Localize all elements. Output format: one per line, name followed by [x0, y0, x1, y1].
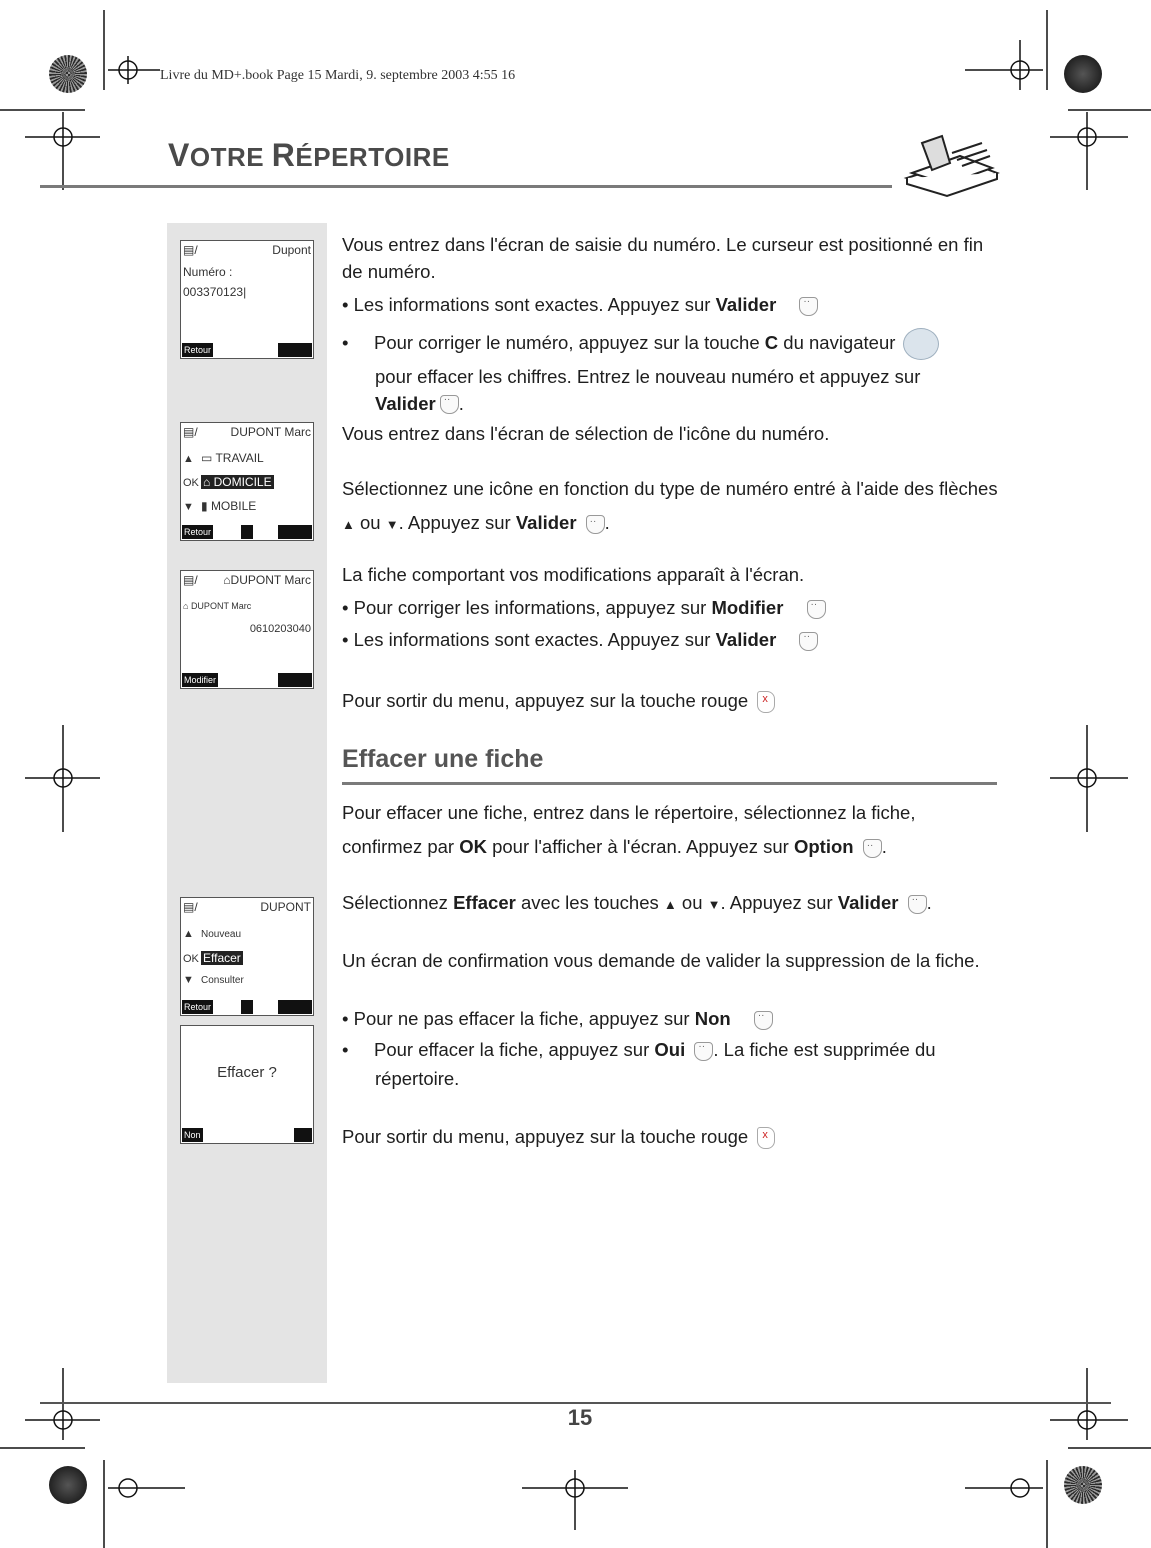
screen-softkey-right [278, 343, 312, 357]
phonebook-icon: ▤/ [183, 900, 198, 914]
screen-number-value: 003370123| [183, 285, 247, 299]
bullet-oui: • Pour effacer la fiche, appuyez sur Oui ·· . La fiche est supprimée du [342, 1037, 1000, 1064]
bullet-oui-cont: répertoire. [375, 1068, 460, 1089]
bullet-valider-2: • Les informations sont exactes. Appuyez sur Valider ·· [342, 627, 1000, 654]
paragraph-number-entry: Vous entrez dans l'écran de saisie du numéro. Le curseur est positionné en fin de numéro. [342, 234, 984, 282]
screen-menu-item: ▼ Consulter [183, 974, 244, 986]
screen-contact-number: 0610203040 [249, 623, 311, 635]
paragraph-select-effacer: Sélectionnez Effacer avec les touches ▲ ou ▼. Appuyez sur Valider ·· . [342, 890, 1000, 917]
paragraph-card-shown: La fiche comportant vos modifications apparaît à l'écran. [342, 564, 805, 585]
screen-softkey-left: Retour [184, 527, 212, 537]
screen-contact-name: Dupont [272, 243, 311, 257]
screen-label: Numéro : [183, 265, 233, 279]
screen-menu-item-selected: OK ⌂ DOMICILE [183, 475, 272, 489]
soft-key-icon [863, 839, 882, 858]
book-icon [902, 128, 1002, 198]
paragraph-select-icon: Sélectionnez une icône en fonction du type de numéro entré à l'aide des flèches ▲ ou ▼. Appuyez sur Valider ·· . [342, 472, 1000, 540]
bullet-non: • Pour ne pas effacer la fiche, appuyez sur Non ·· [342, 1006, 1000, 1033]
phone-screen-option-menu [180, 897, 314, 1016]
screen-softkey-left: Retour [184, 1002, 212, 1012]
soft-key-icon [799, 632, 818, 651]
soft-key-icon [586, 515, 605, 534]
navigator-icon [903, 328, 939, 360]
footer-rule [40, 1402, 1111, 1404]
rosette-mark-icon [1064, 1466, 1102, 1504]
paragraph-exit-menu-2: Pour sortir du menu, appuyez sur la touche rouge x [342, 1124, 1000, 1151]
screen-scroll-icon [241, 1000, 253, 1014]
red-key-icon [757, 1127, 775, 1149]
rosette-mark-icon [49, 55, 87, 93]
title-rule [40, 185, 892, 188]
screen-softkey-left: Modifier [184, 675, 217, 685]
soft-key-icon [799, 297, 818, 316]
screen-menu-item: ▼ ▮ MOBILE [183, 499, 257, 513]
paragraph-icon-select: Vous entrez dans l'écran de sélection de l'icône du numéro. [342, 423, 830, 444]
phonebook-icon: ▤/ [183, 243, 198, 257]
page-title: VOTRE RÉPERTOIRE [168, 137, 450, 173]
screen-menu-item-selected: OK Effacer [183, 951, 241, 965]
bullet-correct-number-cont: pour effacer les chiffres. Entrez le nouveau numéro et appuyez sur Valider·· . [375, 364, 995, 418]
screen-menu-item: ▲ ▭ TRAVAIL [183, 451, 264, 465]
phonebook-icon: ▤/ [183, 425, 198, 439]
phonebook-icon: ▤/ [183, 573, 198, 587]
bullet-modifier: • Pour corriger les informations, appuyez sur Modifier ·· [342, 595, 1000, 622]
rosette-mark-icon [1064, 55, 1102, 93]
screen-contact-name: DUPONT Marc [230, 425, 311, 439]
soft-key-icon [440, 395, 459, 414]
soft-key-icon [908, 895, 927, 914]
paragraph-delete-card: Pour effacer une fiche, entrez dans le répertoire, sélectionnez la fiche, confirmez par OK pour l'afficher à l'écran. Appuyez sur Option ·· . [342, 796, 1000, 864]
screen-softkey-right [278, 673, 312, 687]
screen-scroll-icon [241, 525, 253, 539]
screen-confirm-message: Effacer ? [217, 1064, 277, 1081]
screen-contact-sub: ⌂ DUPONT Marc [183, 601, 252, 611]
bullet-correct-number: • Pour corriger le numéro, appuyez sur la touche C du navigateur [342, 328, 1000, 360]
screen-softkey-left: Retour [184, 345, 212, 355]
red-key-icon [757, 691, 775, 713]
screen-softkey-left: Non [184, 1130, 201, 1140]
bullet-valider: • Les informations sont exactes. Appuyez sur Valider ·· [342, 292, 1000, 319]
screen-contact-name: DUPONT [260, 900, 311, 914]
rosette-mark-icon [49, 1466, 87, 1504]
soft-key-icon [694, 1042, 713, 1061]
screen-softkey-right [278, 525, 312, 539]
phone-screen-confirm [180, 1025, 314, 1144]
phone-screen-icon-select [180, 422, 314, 541]
screen-softkey-right [278, 1000, 312, 1014]
print-header: Livre du MD+.book Page 15 Mardi, 9. septembre 2003 4:55 16 [160, 68, 516, 83]
soft-key-icon [807, 600, 826, 619]
screen-contact-name: ⌂DUPONT Marc [223, 573, 311, 587]
page-number: 15 [567, 1405, 593, 1430]
section-rule [342, 782, 997, 785]
screen-sidebar [167, 223, 327, 1383]
paragraph-confirm: Un écran de confirmation vous demande de valider la suppression de la fiche. [342, 950, 980, 971]
section-title: Effacer une fiche [342, 745, 544, 773]
paragraph-exit-menu: Pour sortir du menu, appuyez sur la touche rouge x [342, 688, 1000, 715]
soft-key-icon [754, 1011, 773, 1030]
screen-softkey-right [294, 1128, 312, 1142]
screen-menu-item: ▲ Nouveau [183, 928, 242, 940]
phone-screen-number-entry [180, 240, 314, 359]
phone-screen-contact-card [180, 570, 314, 689]
